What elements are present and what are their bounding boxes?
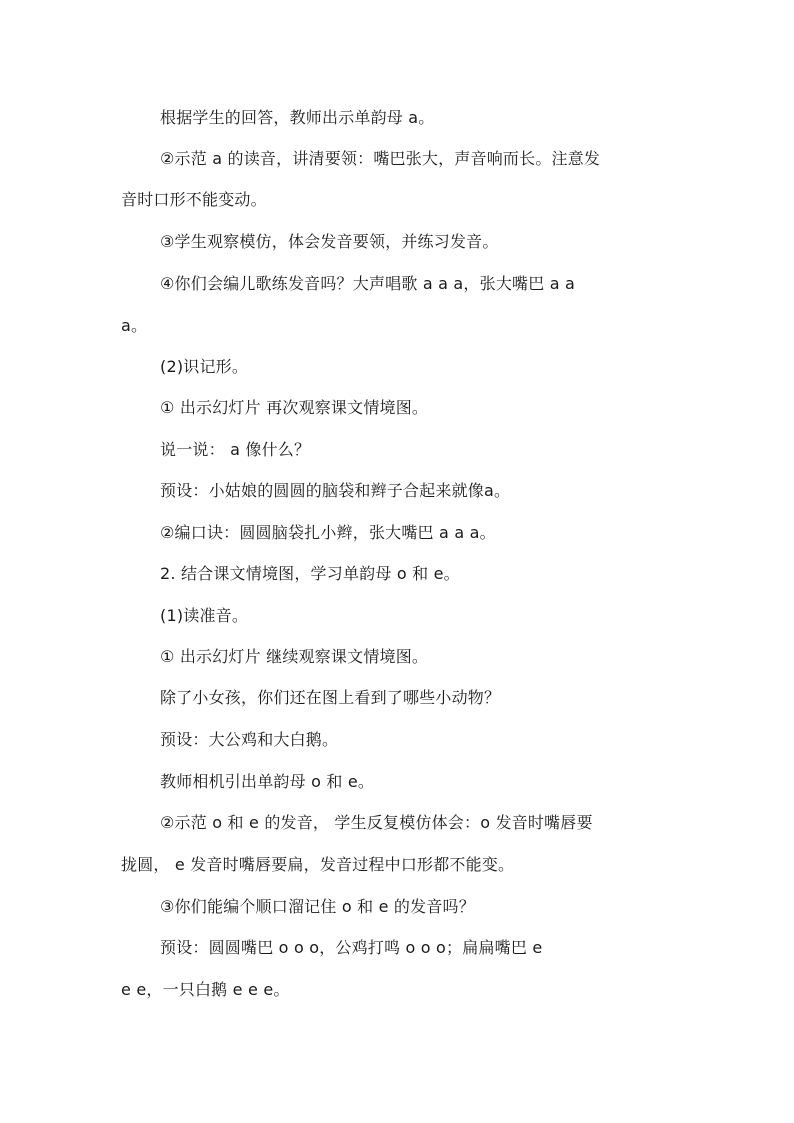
paragraph-line: 根据学生的回答，教师出示单韵母 a。 bbox=[160, 108, 435, 127]
paragraph-line: ④你们会编儿歌练发音吗？大声唱歌 a a a，张大嘴巴 a a bbox=[160, 274, 575, 293]
paragraph-line: 预设：小姑娘的圆圆的脑袋和辫子合起来就像a。 bbox=[160, 481, 511, 500]
paragraph-line: ③你们能编个顺口溜记住 o 和 e 的发音吗？ bbox=[160, 897, 475, 916]
paragraph-line: ②示范 o 和 e 的发音， 学生反复模仿体会：o 发音时嘴唇要 bbox=[160, 813, 593, 832]
paragraph-line: 音时口形不能变动。 bbox=[121, 190, 267, 209]
paragraph-line: 除了小女孩，你们还在图上看到了哪些小动物？ bbox=[160, 688, 501, 707]
paragraph-line: 拢圆， e 发音时嘴唇要扁，发音过程中口形都不能变。 bbox=[121, 855, 515, 874]
paragraph-line: 教师相机引出单韵母 o 和 e。 bbox=[160, 772, 375, 791]
section-heading: (1)读准音。 bbox=[160, 606, 249, 625]
section-heading: (2)识记形。 bbox=[160, 357, 249, 376]
paragraph-line: e e，一只白鹅 e e e。 bbox=[121, 980, 290, 999]
paragraph-line: ① 出示幻灯片 继续观察课文情境图。 bbox=[160, 647, 429, 666]
paragraph-line: ③学生观察模仿，体会发音要领，并练习发音。 bbox=[160, 232, 499, 251]
paragraph-line: a。 bbox=[121, 316, 148, 335]
paragraph-line: ②示范 a 的读音，讲清要领：嘴巴张大，声音响而长。注意发 bbox=[160, 149, 601, 168]
paragraph-line: 预设：大公鸡和大白鹅。 bbox=[160, 730, 339, 749]
section-heading: 2. 结合课文情境图，学习单韵母 o 和 e。 bbox=[160, 564, 460, 583]
paragraph-line: ① 出示幻灯片 再次观察课文情境图。 bbox=[160, 398, 429, 417]
paragraph-line: 说一说： a 像什么？ bbox=[160, 440, 311, 459]
paragraph-line: ②编口诀：圆圆脑袋扎小辫，张大嘴巴 a a a。 bbox=[160, 523, 496, 542]
paragraph-line: 预设：圆圆嘴巴 o o o，公鸡打鸣 o o o；扁扁嘴巴 e bbox=[160, 938, 543, 957]
